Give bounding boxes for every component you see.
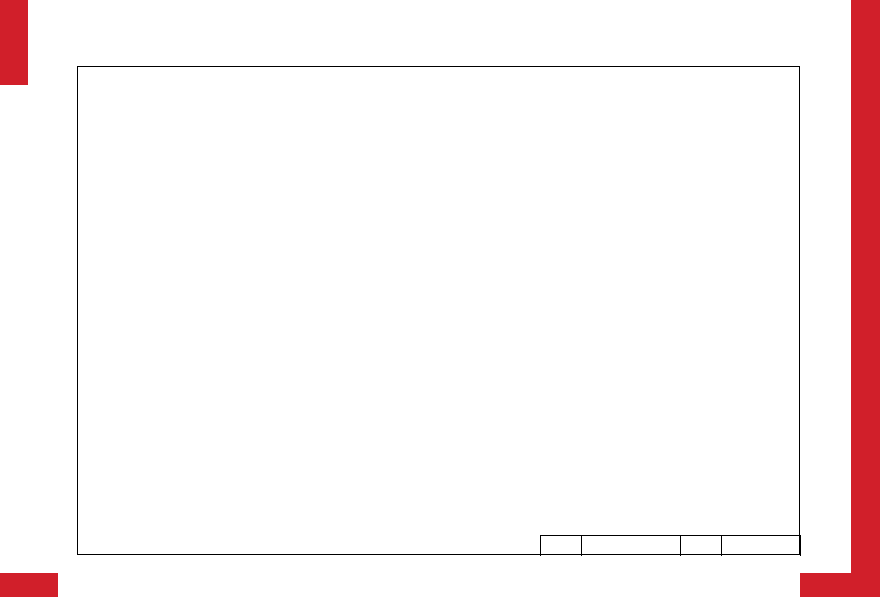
title-block: [540, 535, 801, 556]
foundation-plan-drawing: [77, 66, 800, 555]
project-label: [541, 536, 582, 556]
corner-accent-top-left: [0, 0, 28, 85]
side-title-bar: [851, 0, 880, 597]
drawing-no: [722, 536, 801, 556]
drawing-no-label: [681, 536, 722, 556]
corner-accent-bottom-right: [800, 573, 880, 597]
corner-accent-bottom-left: [0, 573, 58, 597]
project-name: [582, 536, 682, 556]
